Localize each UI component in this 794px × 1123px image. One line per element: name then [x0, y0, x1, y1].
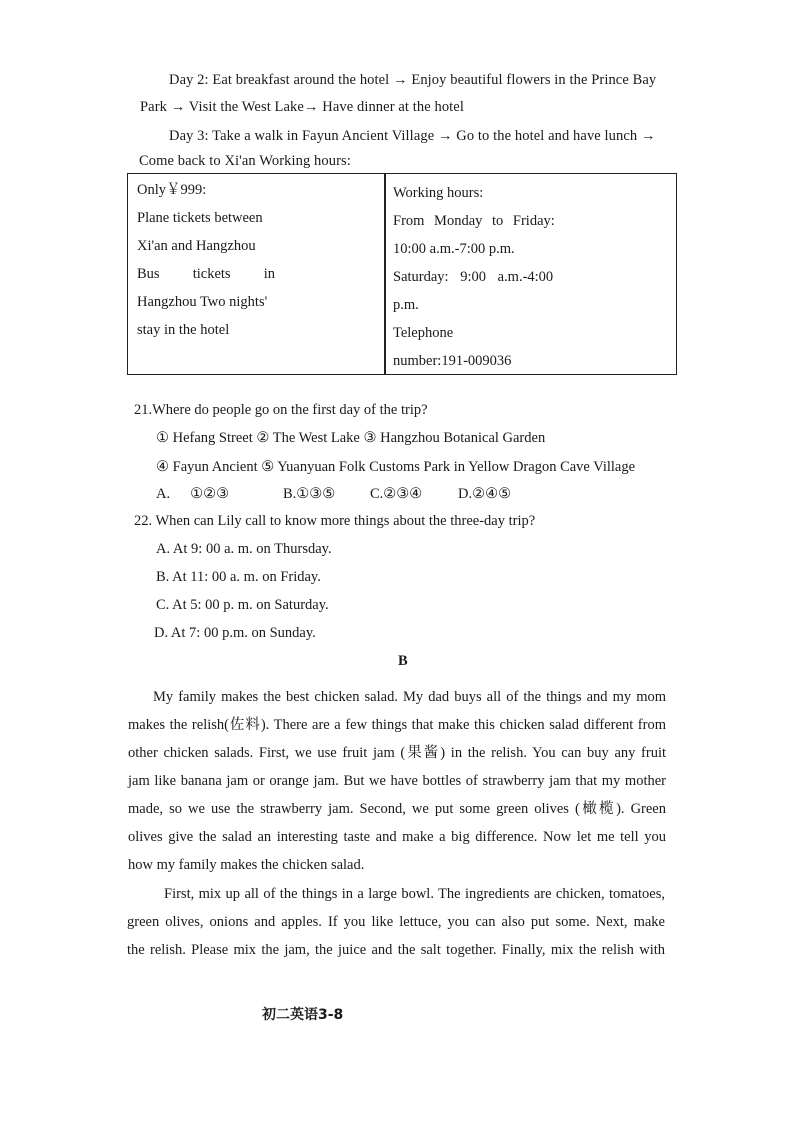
question-22-stem: 22. When can Lily call to know more things about the three-day trip?: [134, 513, 536, 529]
package-line-1: Plane tickets between: [137, 210, 263, 226]
working-hours-cell: [393, 179, 573, 375]
question-21-stem: 21.Where do people go on the first day of the trip?: [134, 402, 428, 418]
option-letter: B.: [283, 486, 297, 502]
option-text: ①②③: [190, 486, 230, 502]
info-box-table: [127, 173, 677, 375]
itinerary-day3-line2: Come back to Xi'an Working hours:: [139, 153, 351, 169]
working-hours-line-4: p.m.: [393, 297, 419, 313]
question-21-option-b: [283, 486, 335, 503]
paragraph-line: made, so we use the strawberry jam. Second, we put some green olives (橄榄). Green: [128, 801, 666, 817]
section-b-paragraph-1: [128, 683, 666, 879]
paragraph-line: First, mix up all of the things in a large bowl. The ingredients are chicken, tomatoes,: [164, 886, 665, 902]
working-hours-line-2: 10:00 a.m.-7:00 p.m.: [393, 241, 515, 257]
paragraph-line: My family makes the best chicken salad. My dad buys all of the things and my mom: [153, 689, 666, 705]
section-b-paragraph-2: [127, 880, 665, 964]
question-21-places-line-2: ④ Fayun Ancient ⑤ Yuanyuan Folk Customs Park in Yellow Dragon Cave Village: [156, 459, 636, 475]
paragraph-line: the relish. Please mix the jam, the juice and the salt together. Finally, mix the relish with: [127, 942, 665, 958]
question-22-option-c: C. At 5: 00 p. m. on Saturday.: [156, 597, 329, 613]
question-21-option-a: [156, 486, 229, 503]
package-price: Only￥999:: [137, 182, 207, 198]
question-21-option-d: [458, 486, 511, 503]
working-hours-title: Working hours:: [393, 185, 484, 201]
question-22-option-a: A. At 9: 00 a. m. on Thursday.: [156, 541, 332, 557]
question-21-places-line-1: ① Hefang Street ② The West Lake ③ Hangzhou Botanical Garden: [156, 430, 546, 446]
paragraph-line: other chicken salads. First, we use fruit jam (果酱) in the relish. You can buy any fruit: [128, 745, 666, 761]
package-line-5: stay in the hotel: [137, 322, 230, 338]
page-footer-label: 初二英语3-8: [262, 1007, 344, 1023]
paragraph-line: makes the relish(佐料). There are a few things that make this chicken salad different from: [128, 717, 666, 733]
working-hours-line-1: From Monday to Friday:: [393, 213, 555, 229]
option-letter: C.: [370, 486, 384, 502]
paragraph-line: green olives, onions and apples. If you like lettuce, you can also put some. Next, make: [127, 914, 665, 930]
package-line-3: [137, 260, 275, 288]
paragraph-line: jam like banana jam or orange jam. But we have bottles of strawberry jam that my mother: [128, 773, 666, 789]
itinerary-day3-line1: Day 3: Take a walk in Fayun Ancient Village → Go to the hotel and have lunch →: [169, 128, 656, 144]
package-cell: [137, 176, 277, 344]
question-22-option-b: B. At 11: 00 a. m. on Friday.: [156, 569, 321, 585]
package-line-4: Hangzhou Two nights': [137, 294, 268, 310]
section-b-heading: B: [398, 653, 408, 669]
paragraph-line: how my family makes the chicken salad.: [128, 857, 365, 873]
option-letter: D.: [458, 486, 473, 502]
question-21-option-c: [370, 486, 422, 503]
package-line-3-word-c: in: [263, 266, 275, 282]
telephone-number: number:191-009036: [393, 353, 512, 369]
option-text: ②④⑤: [472, 486, 512, 502]
package-line-3-word-a: Bus: [137, 266, 160, 282]
table-divider: [384, 174, 386, 374]
package-line-3-word-b: tickets: [192, 266, 231, 282]
package-line-2: Xi'an and Hangzhou: [137, 238, 256, 254]
option-letter: A.: [156, 486, 171, 502]
itinerary-day2-line1: Day 2: Eat breakfast around the hotel → Enjoy beautiful flowers in the Prince Bay: [169, 72, 657, 88]
working-hours-line-3: Saturday: 9:00 a.m.-4:00: [393, 269, 554, 285]
paragraph-line: olives give the salad an interesting taste and make a big difference. Now let me tell you: [128, 829, 666, 845]
option-text: ①③⑤: [296, 486, 336, 502]
option-text: ②③④: [383, 486, 423, 502]
itinerary-day2-line2: Park → Visit the West Lake→ Have dinner at the hotel: [140, 99, 464, 115]
telephone-label: Telephone: [393, 325, 454, 341]
question-22-option-d: D. At 7: 00 p.m. on Sunday.: [154, 625, 316, 641]
